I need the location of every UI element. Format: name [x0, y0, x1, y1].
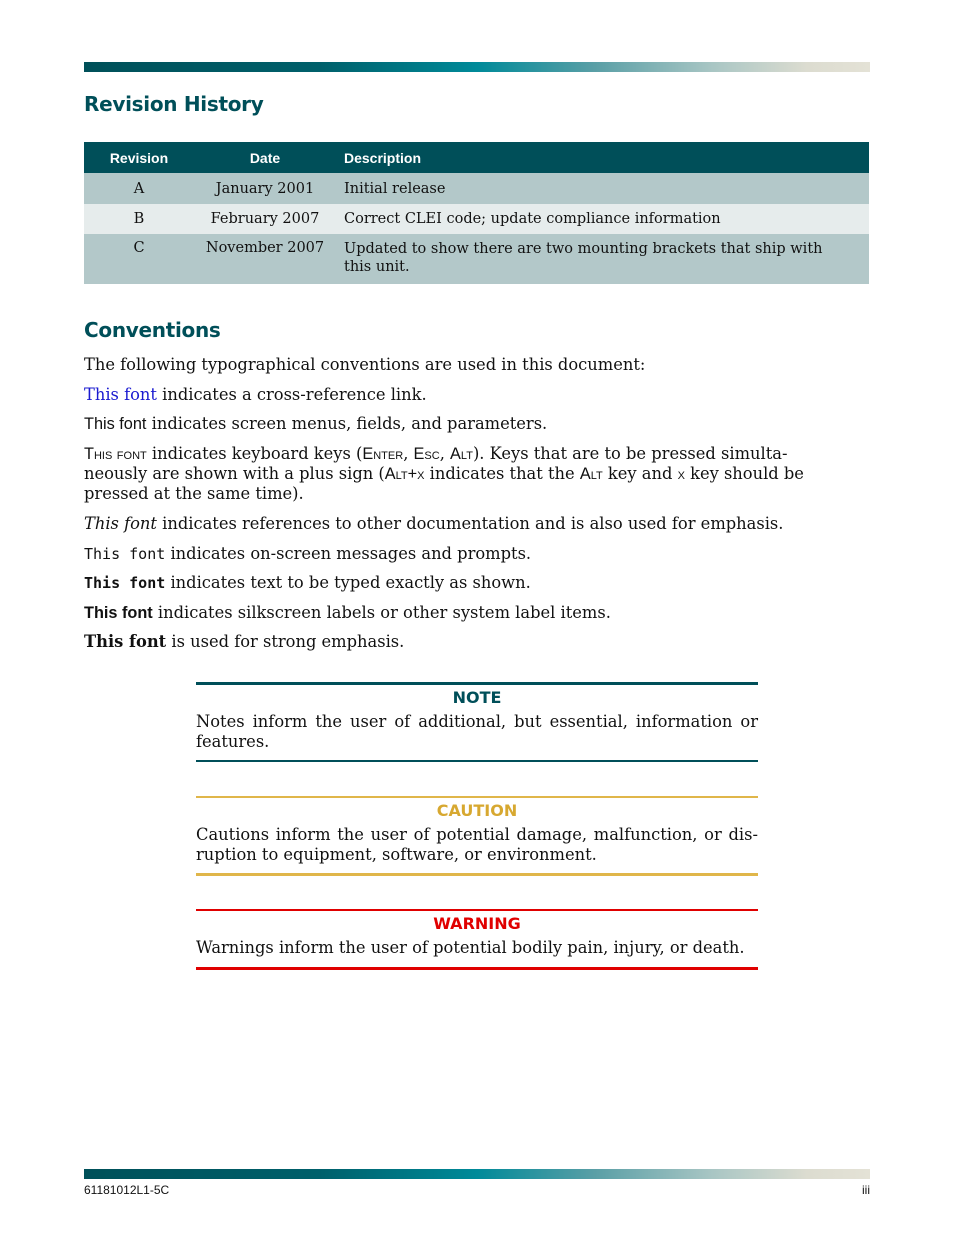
convention-italic [84, 514, 844, 534]
table-row [84, 204, 869, 234]
menu-font-sample: This font [84, 415, 147, 433]
convention-text: indicates on-screen messages and prompts. [165, 544, 532, 563]
mono-bold-font-sample: This font [84, 574, 166, 592]
warning-text: Warnings inform the user of potential bodily pain, injury, or death. [196, 938, 745, 957]
caution-box [196, 796, 758, 876]
convention-text: indicates text to be typed exactly as shown. [165, 573, 531, 592]
table-row [84, 173, 869, 204]
mono-font-sample: This font [84, 545, 166, 563]
key-x: x [677, 465, 685, 483]
key-alt: Alt [450, 445, 473, 463]
convention-text: indicates that the [424, 464, 580, 483]
table-row [84, 234, 869, 284]
note-text: Notes inform the user of additional, but essential, information or features. [196, 712, 758, 751]
revision-cell: B [84, 204, 194, 234]
note-box [196, 682, 758, 762]
col-header-revision: Revision [84, 142, 194, 173]
conventions-intro: The following typographical conventions are used in this document: [84, 355, 646, 374]
header-rule [84, 62, 870, 72]
convention-silkscreen [84, 603, 844, 623]
key-enter: Enter [362, 445, 404, 463]
separator: , [439, 444, 451, 463]
footer-rule [84, 1169, 870, 1179]
document-number: 61181012L1-5C [84, 1183, 170, 1197]
key-alt: Alt [579, 465, 603, 483]
strong-font-sample: This font [84, 632, 167, 651]
page-number: iii [862, 1183, 870, 1197]
key-alt-x: Alt+x [384, 465, 425, 483]
description-cell: Updated to show there are two mounting brackets that ship with this unit. [336, 234, 869, 284]
italic-font-sample: This font [84, 514, 157, 533]
conventions-heading: Conventions [84, 318, 221, 342]
convention-link [84, 385, 844, 405]
revision-table [84, 142, 869, 284]
convention-menu [84, 414, 844, 434]
note-title: NOTE [452, 688, 502, 707]
caution-text: Cautions inform the user of potential damage, malfunction, or dis-ruption to equipment, software, or environment. [196, 825, 758, 864]
table-header-row [84, 142, 869, 173]
convention-text: indicates keyboard keys ( [146, 444, 363, 463]
convention-text: is used for strong emphasis. [166, 632, 405, 651]
convention-text: ). Keys that are to be pressed simulta-neously are shown with a plus sign ( [84, 444, 788, 483]
convention-text: indicates a cross-reference link. [156, 385, 427, 404]
revision-history-heading: Revision History [84, 92, 264, 116]
date-cell: November 2007 [194, 234, 336, 284]
description-cell: Initial release [336, 173, 869, 204]
convention-mono-bold [84, 573, 844, 593]
convention-text: indicates screen menus, fields, and parameters. [146, 414, 548, 433]
convention-text: key and [602, 464, 678, 483]
description-cell: Correct CLEI code; update compliance information [336, 204, 869, 234]
silkscreen-font-sample: This font [84, 604, 153, 622]
date-cell: February 2007 [194, 204, 336, 234]
date-cell: January 2001 [194, 173, 336, 204]
key-esc: Esc [413, 445, 440, 463]
convention-mono [84, 544, 844, 564]
revision-cell: C [84, 234, 194, 284]
caution-title: CAUTION [436, 801, 518, 820]
convention-keys [84, 444, 829, 504]
convention-text: key should be pressed at the same time). [84, 464, 804, 503]
warning-title: WARNING [433, 914, 521, 933]
revision-cell: A [84, 173, 194, 204]
col-header-date: Date [194, 142, 336, 173]
convention-text: indicates silkscreen labels or other system label items. [152, 603, 611, 622]
warning-box [196, 909, 758, 970]
link-font-sample[interactable]: This font [84, 385, 157, 404]
keys-font-sample: This font [84, 445, 147, 463]
convention-text: indicates references to other documentation and is also used for emphasis. [156, 514, 784, 533]
separator: , [403, 444, 414, 463]
convention-strong [84, 632, 844, 652]
col-header-description: Description [336, 142, 869, 173]
